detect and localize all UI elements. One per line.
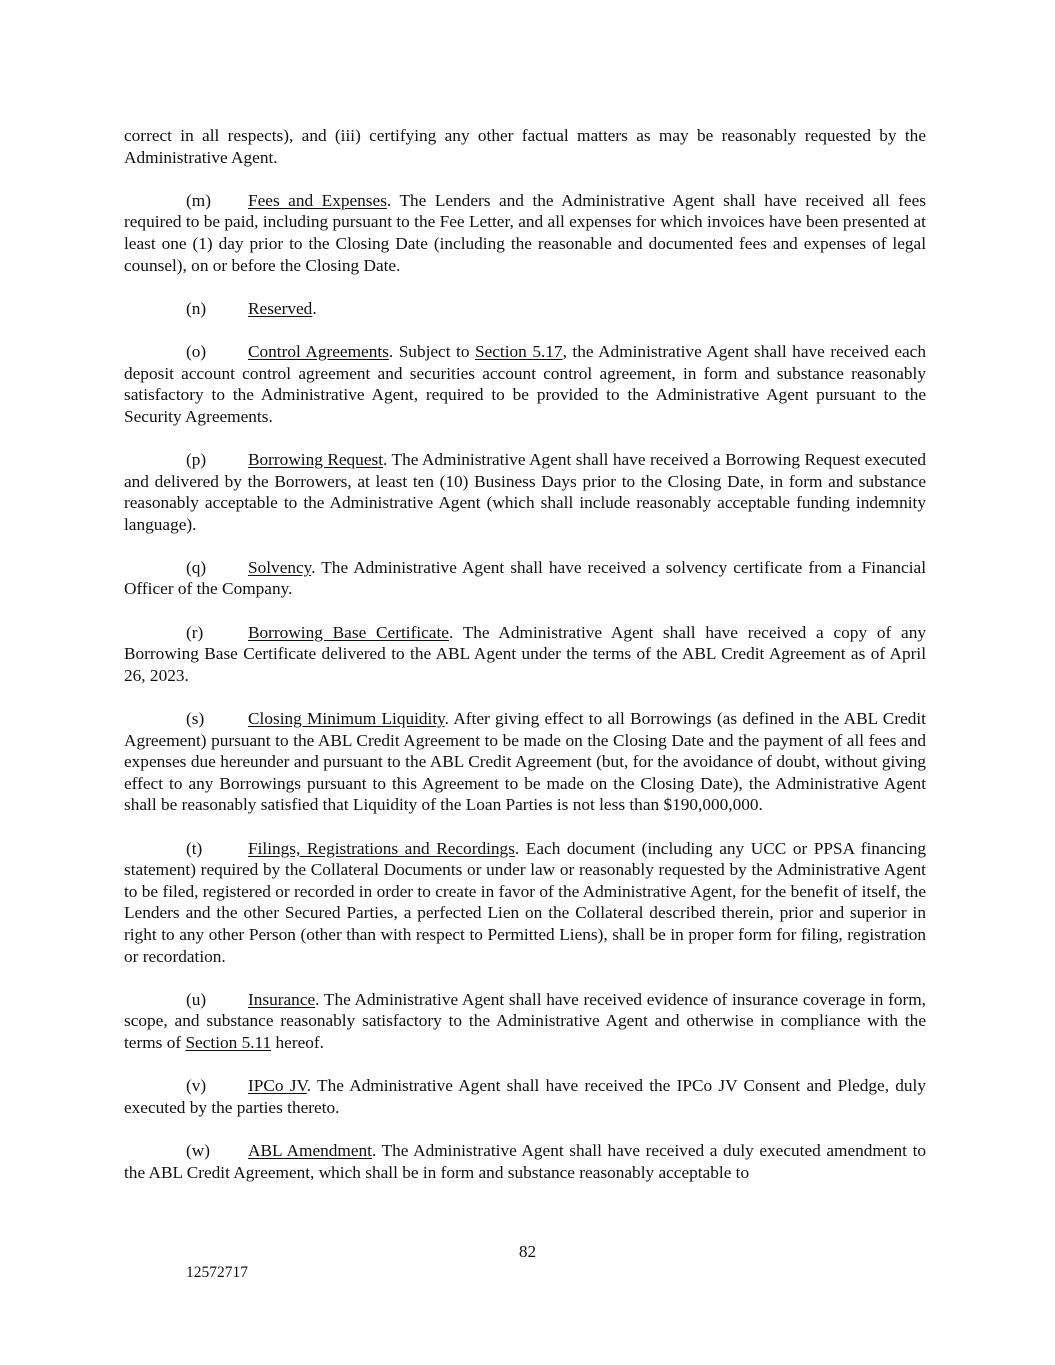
section-text: . The Administrative Agent shall have received the IPCo JV Consent and Pledge, duly executed by the parties thereto. — [124, 1076, 926, 1117]
section-title: Borrowing Base Certificate — [248, 622, 449, 642]
section-title: IPCo JV — [248, 1076, 307, 1096]
document-body — [124, 125, 926, 1205]
section-title: Control Agreements — [248, 341, 389, 361]
section-text: . — [312, 298, 317, 318]
section-text: hereof. — [271, 1032, 324, 1052]
section-m — [124, 190, 926, 276]
section-label: (r) — [186, 622, 204, 642]
section-title: Fees and Expenses — [248, 190, 387, 210]
section-title: Reserved — [248, 298, 313, 318]
page-number: 82 — [518, 1242, 537, 1261]
section-label: (m) — [186, 190, 211, 210]
section-title: Borrowing Request — [248, 449, 384, 469]
section-title: Closing Minimum Liquidity — [248, 709, 445, 729]
section-label: (o) — [186, 341, 207, 361]
section-reference-link: Section 5.17 — [474, 341, 563, 361]
section-t — [124, 838, 926, 968]
section-u — [124, 989, 926, 1054]
section-label: (s) — [186, 709, 205, 729]
section-label: (n) — [186, 298, 207, 318]
section-text: . The Administrative Agent shall have received evidence of insurance coverage in form, scope, and substance reasonably satisfactory to the Administrative Agent and otherwise in compliance with the terms of — [124, 989, 926, 1052]
section-text: . After giving effect to all Borrowings (as defined in the ABL Credit Agreement) pursuant to the ABL Credit Agreement to be made on the Closing Date and the payment of all fees and expenses due hereunder and pursuant to the ABL Credit Agreement (but, for the avoidance of doubt, without giving effect to any Borrowings pursuant to this Agreement to be made on the Closing Date), the Administrative Agent shall be reasonably satisfied that Liquidity of the Loan Parties is not less than $190,000,000. — [124, 709, 926, 815]
section-text: . The Administrative Agent shall have received a copy of any Borrowing Base Certificate delivered to the ABL Agent under the terms of the ABL Credit Agreement as of April 26, 2023. — [124, 622, 926, 685]
section-text: . The Lenders and the Administrative Agent shall have received all fees required to be paid, including pursuant to the Fee Letter, and all expenses for which invoices have been presented at least one (1) day prior to the Closing Date (including the reasonable and documented fees and expenses of legal counsel), on or before the Closing Date. — [124, 190, 926, 275]
section-text: . Each document (including any UCC or PPSA financing statement) required by the Collateral Documents or under law or reasonably requested by the Administrative Agent to be filed, registered or recorded in order to create in favor of the Administrative Agent, for the benefit of itself, the Lenders and the other Secured Parties, a perfected Lien on the Collateral described therein, prior and superior in right to any other Person (other than with respect to Permitted Liens), shall be in proper form for filing, registration or recordation. — [124, 838, 926, 966]
section-v — [124, 1075, 926, 1118]
section-s — [124, 708, 926, 816]
section-text: . The Administrative Agent shall have received a Borrowing Request executed and delivered by the Borrowers, at least ten (10) Business Days prior to the Closing Date, in form and substance reasonably acceptable to the Administrative Agent (which shall include reasonably acceptable funding indemnity language). — [124, 449, 927, 534]
section-label: (t) — [186, 838, 203, 858]
section-text: . The Administrative Agent shall have received a solvency certificate from a Financial Officer of the Company. — [124, 557, 926, 599]
section-text: . The Administrative Agent shall have received a duly executed amendment to the ABL Credit Agreement, which shall be in form and substance reasonably acceptable to — [124, 1140, 927, 1182]
section-label: (v) — [186, 1076, 207, 1096]
section-o — [124, 341, 926, 427]
document-id: 12572717 — [186, 1264, 248, 1281]
section-n — [124, 298, 926, 320]
section-reference-link: Section 5.11 — [185, 1032, 272, 1052]
section-p — [124, 449, 926, 535]
section-q — [124, 557, 926, 600]
section-label: (q) — [186, 557, 207, 577]
section-title: ABL Amendment — [248, 1140, 372, 1160]
section-w — [124, 1140, 926, 1183]
section-label: (w) — [186, 1140, 210, 1160]
section-r — [124, 622, 926, 687]
intro-paragraph: correct in all respects), and (iii) certifying any other factual matters as may be reasonably requested by the Administrative Agent. — [124, 126, 926, 167]
section-text: . Subject to — [388, 341, 475, 361]
section-title: Insurance — [248, 989, 316, 1009]
section-title: Solvency — [248, 557, 312, 577]
section-label: (u) — [186, 989, 207, 1009]
section-title: Filings, Registrations and Recordings — [248, 838, 515, 858]
section-label: (p) — [186, 449, 207, 469]
section-text: , the Administrative Agent shall have received each deposit account control agreement and securities account control agreement, in form and substance reasonably satisfactory to the Administrative Agent, required to be provided to the Administrative Agent pursuant to the Security Agreements. — [124, 341, 926, 426]
